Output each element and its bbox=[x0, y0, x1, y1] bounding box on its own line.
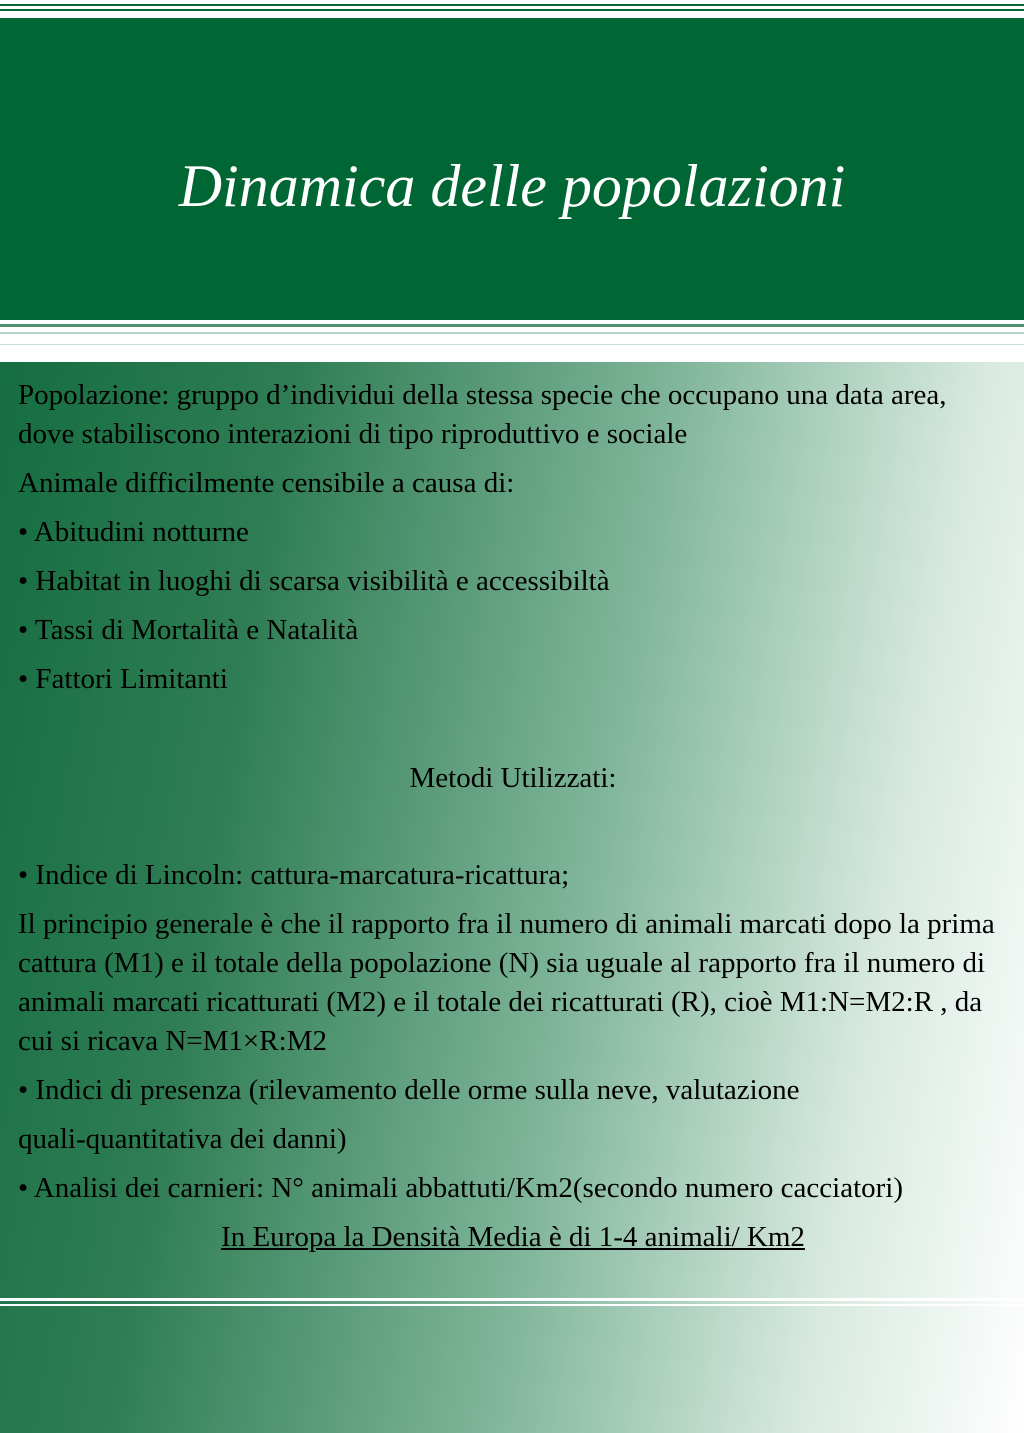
top-border bbox=[0, 0, 1024, 18]
density-statement: In Europa la Densità Media è di 1-4 animali/ Km2 bbox=[221, 1221, 805, 1253]
bag-analysis: • Analisi dei carnieri: N° animali abbattuti/Km2(secondo numero cacciatori) bbox=[18, 1172, 904, 1204]
presence-index: • Indici di presenza (rilevamento delle orme sulla neve, valutazione bbox=[18, 1074, 800, 1106]
separator-line bbox=[0, 324, 1024, 327]
bottom-separator bbox=[0, 1290, 1024, 1316]
methods-heading: Metodi Utilizzati: bbox=[409, 762, 617, 794]
separator-fade bbox=[0, 350, 1024, 362]
bullet-item: • Habitat in luoghi di scarsa visibilità e accessibiltà bbox=[18, 565, 610, 597]
presence-index-cont: quali-quantitativa dei danni) bbox=[18, 1123, 347, 1155]
top-border-line bbox=[0, 9, 1024, 11]
bullet-item: • Abitudini notturne bbox=[18, 516, 249, 548]
intro-line: Animale difficilmente censibile a causa di: bbox=[18, 467, 515, 499]
separator-line bbox=[0, 332, 1024, 334]
slide-title: Dinamica delle popolazioni bbox=[178, 153, 846, 219]
principle-paragraph: Il principio generale è che il rapporto fra il numero di animali marcati dopo la prima cattura (M1) e il totale della popolazione (N) sia uguale al rapporto fra il numero di animali marcati ricatturati (M2) e il totale dei ricatturati (R), cioè M1:N=M2:R , da cui si ricava N=M1×R:M2 bbox=[18, 908, 995, 1057]
separator-line bbox=[0, 344, 1024, 345]
separator-line bbox=[0, 1304, 1024, 1306]
bullet-item: • Fattori Limitanti bbox=[18, 663, 228, 695]
title-separator bbox=[0, 320, 1024, 362]
bullet-item: • Tassi di Mortalità e Natalità bbox=[18, 614, 359, 646]
separator-line bbox=[0, 1298, 1024, 1301]
lincoln-index: • Indice di Lincoln: cattura-marcatura-ricattura; bbox=[18, 859, 570, 891]
top-border-line bbox=[0, 4, 1024, 6]
body-text bbox=[18, 376, 1008, 1257]
definition-paragraph: Popolazione: gruppo d’individui della stessa specie che occupano una data area, dove stabiliscono interazioni di tipo riproduttivo e sociale bbox=[18, 379, 947, 450]
